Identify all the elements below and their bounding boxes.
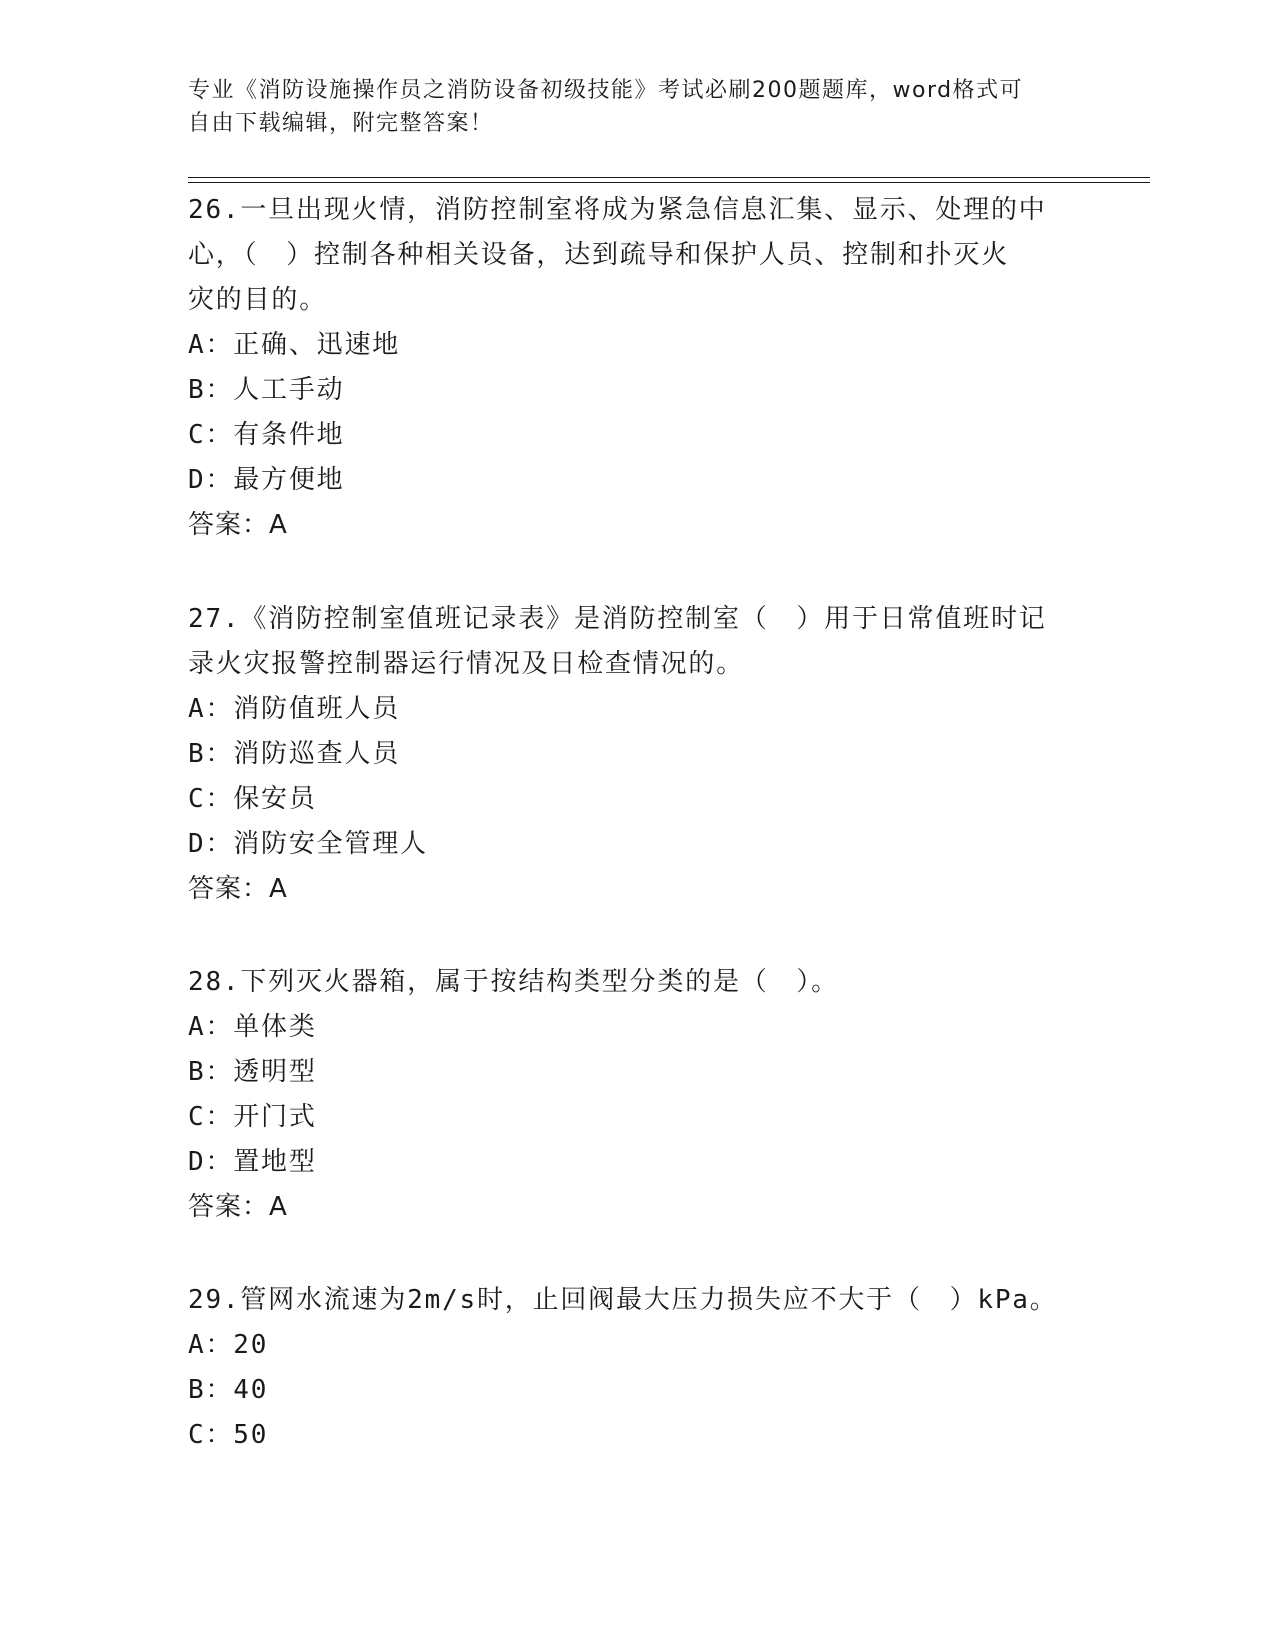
- question-27: [188, 597, 1088, 912]
- option-a: A：20: [188, 1330, 269, 1360]
- question-28: [188, 960, 1088, 1230]
- answer-line: 答案：A: [188, 510, 288, 540]
- option-b: B：透明型: [188, 1057, 317, 1087]
- question-26: [188, 188, 1088, 548]
- option-c: C：开门式: [188, 1102, 317, 1132]
- option-a: A：正确、迅速地: [188, 330, 401, 360]
- question-text-line: 26.一旦出现火情，消防控制室将成为紧急信息汇集、显示、处理的中: [188, 195, 1047, 225]
- option-d: D：置地型: [188, 1147, 317, 1177]
- header-divider-top: [188, 177, 1150, 178]
- option-a: A：单体类: [188, 1012, 317, 1042]
- question-text-line: 28.下列灭火器箱，属于按结构类型分类的是（ ）。: [188, 967, 839, 997]
- header-line-2: 自由下载编辑，附完整答案！: [188, 111, 494, 136]
- header-line-1: 专业《消防设施操作员之消防设备初级技能》考试必刷200题题库，word格式可: [188, 78, 1024, 103]
- option-b: B：消防巡查人员: [188, 739, 401, 769]
- option-d: D：消防安全管理人: [188, 829, 428, 859]
- option-a: A：消防值班人员: [188, 694, 401, 724]
- option-c: C：保安员: [188, 784, 317, 814]
- option-c: C：50: [188, 1420, 269, 1450]
- question-text-line: 心，（ ）控制各种相关设备，达到疏导和保护人员、控制和扑灭火: [188, 240, 1010, 270]
- answer-line: 答案：A: [188, 874, 288, 904]
- option-b: B：40: [188, 1375, 269, 1405]
- header-divider-bottom: [188, 182, 1150, 183]
- question-text-line: 27.《消防控制室值班记录表》是消防控制室（ ）用于日常值班时记: [188, 604, 1047, 634]
- option-b: B：人工手动: [188, 375, 345, 405]
- question-text-line: 29.管网水流速为2m/s时，止回阀最大压力损失应不大于（ ）kPa。: [188, 1285, 1058, 1315]
- answer-line: 答案：A: [188, 1192, 288, 1222]
- question-text-line: 录火灾报警控制器运行情况及日检查情况的。: [188, 649, 745, 679]
- document-header: [188, 74, 1078, 140]
- question-text-line: 灾的目的。: [188, 285, 328, 315]
- option-d: D：最方便地: [188, 465, 345, 495]
- question-29: [188, 1278, 1088, 1458]
- option-c: C：有条件地: [188, 420, 345, 450]
